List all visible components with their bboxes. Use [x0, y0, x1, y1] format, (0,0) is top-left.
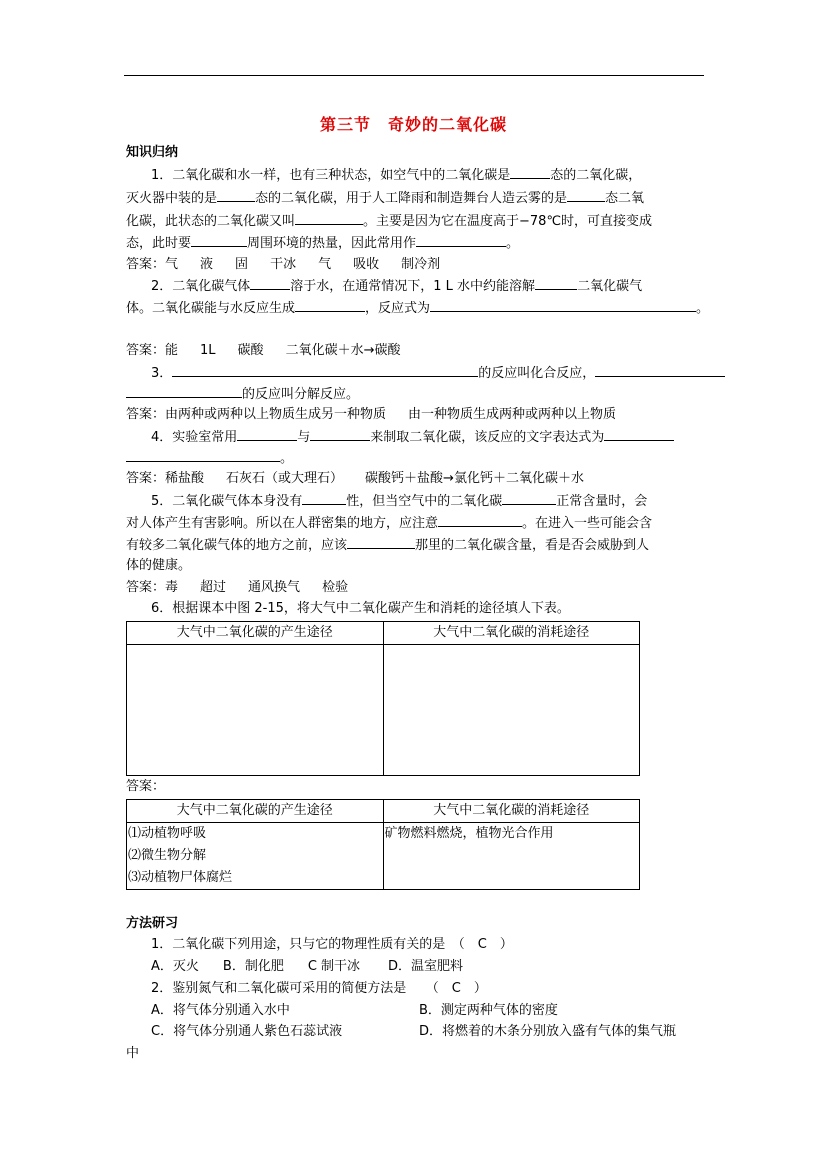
- answer-header-consumption: 大气中二氧化碳的消耗途径: [383, 800, 640, 823]
- q5-line1: 5．二氧化碳气体本身没有 性，但当空气中的二氧化碳 正常含量时，会: [151, 491, 647, 512]
- q3-line2: 的反应叫分解反应。: [126, 384, 359, 405]
- q2-line1: 2．二氧化碳气体 溶于水，在通常情况下，1 L 水中约能溶解 二氧化碳气: [151, 276, 642, 297]
- q6-blank-table: [126, 621, 640, 776]
- table-header-production: 大气中二氧化碳的产生途径: [127, 622, 384, 645]
- q5-line4: 体的健康。: [126, 558, 192, 573]
- heading-knowledge: 知识归纳: [126, 145, 179, 160]
- q3-answer: 答案：由两种或两种以上物质生成另一种物质 由一种物质生成两种或两种以上物质: [126, 407, 617, 422]
- q5-line2: 对人体产生有害影响。所以在人群密集的地方，应注意 。在进入一些可能会含: [126, 513, 652, 534]
- m2-option-d: D．将燃着的木条分别放入盛有气体的集气瓶: [419, 1024, 677, 1039]
- q6-answer-label: 答案：: [126, 779, 166, 794]
- blank-cell-production[interactable]: [127, 645, 384, 776]
- m2-option-b: B．测定两种气体的密度: [419, 1003, 558, 1018]
- q2-line2: 体。二氧化碳能与水反应生成 ，反应式为 。: [126, 298, 709, 319]
- q1-line1: 1．二氧化碳和水一样，也有三种状态，如空气中的二氧化碳是 态的二氧化碳，: [151, 165, 641, 186]
- q1-line2: 灭火器中装的是 态的二氧化碳，用于人工降雨和制造舞台人造云雾的是 态二氧: [126, 188, 644, 209]
- q6-text: 6．根据课本中图 2-15，将大气中二氧化碳产生和消耗的途径填人下表。: [151, 601, 570, 616]
- m2-question: 2．鉴别氮气和二氧化碳可采用的简便方法是 （ C ）: [151, 981, 487, 996]
- m1-question: 1．二氧化碳下列用途，只与它的物理性质有关的是 （ C ）: [151, 937, 513, 952]
- q2-answer: 答案：能 1L 碳酸 二氧化碳＋水→碳酸: [126, 343, 401, 358]
- q5-line3: 有较多二氧化碳气体的地方之前，应该 那里的二氧化碳含量，看是否会威胁到人: [126, 535, 649, 556]
- m1-options: A．灭火 B．制化肥 C 制干冰 D．温室肥料: [151, 959, 464, 974]
- m2-option-a: A．将气体分别通入水中: [151, 1003, 290, 1018]
- heading-method: 方法研习: [126, 916, 179, 931]
- answer-cell-consumption: 矿物燃料燃烧，植物光合作用: [383, 823, 640, 890]
- q1-answer: 答案：气 液 固 干冰 气 吸收 制冷剂: [126, 257, 441, 272]
- m2-option-d-cont: 中: [126, 1046, 140, 1061]
- header-rule: [124, 75, 704, 76]
- q4-answer: 答案：稀盐酸 石灰石（或大理石） 碳酸钙＋盐酸→氯化钙＋二氧化碳＋水: [126, 471, 584, 486]
- section-title: 第三节 奇妙的二氧化碳: [319, 115, 507, 134]
- m2-option-c: C．将气体分别通人紫色石蕊试液: [151, 1024, 343, 1039]
- q5-answer: 答案：毒 超过 通风换气 检验: [126, 580, 349, 595]
- q1-line4: 态，此时要 周围环境的热量，因此常用作 。: [126, 233, 519, 254]
- q4-line1: 4．实验室常用 与 来制取二氧化碳，该反应的文字表达式为: [151, 427, 674, 448]
- q3-line1: 3． 的反应叫化合反应，: [151, 363, 725, 384]
- q6-answer-table: [126, 799, 640, 890]
- answer-header-production: 大气中二氧化碳的产生途径: [127, 800, 384, 823]
- answer-cell-production: ⑴动植物呼吸 ⑵微生物分解 ⑶动植物尸体腐烂: [127, 823, 384, 890]
- q4-line2: 。: [126, 448, 293, 469]
- table-header-consumption: 大气中二氧化碳的消耗途径: [383, 622, 640, 645]
- blank-cell-consumption[interactable]: [383, 645, 640, 776]
- q1-line3: 化碳，此状态的二氧化碳又叫 。主要是因为它在温度高于−78℃时，可直接变成: [126, 211, 652, 232]
